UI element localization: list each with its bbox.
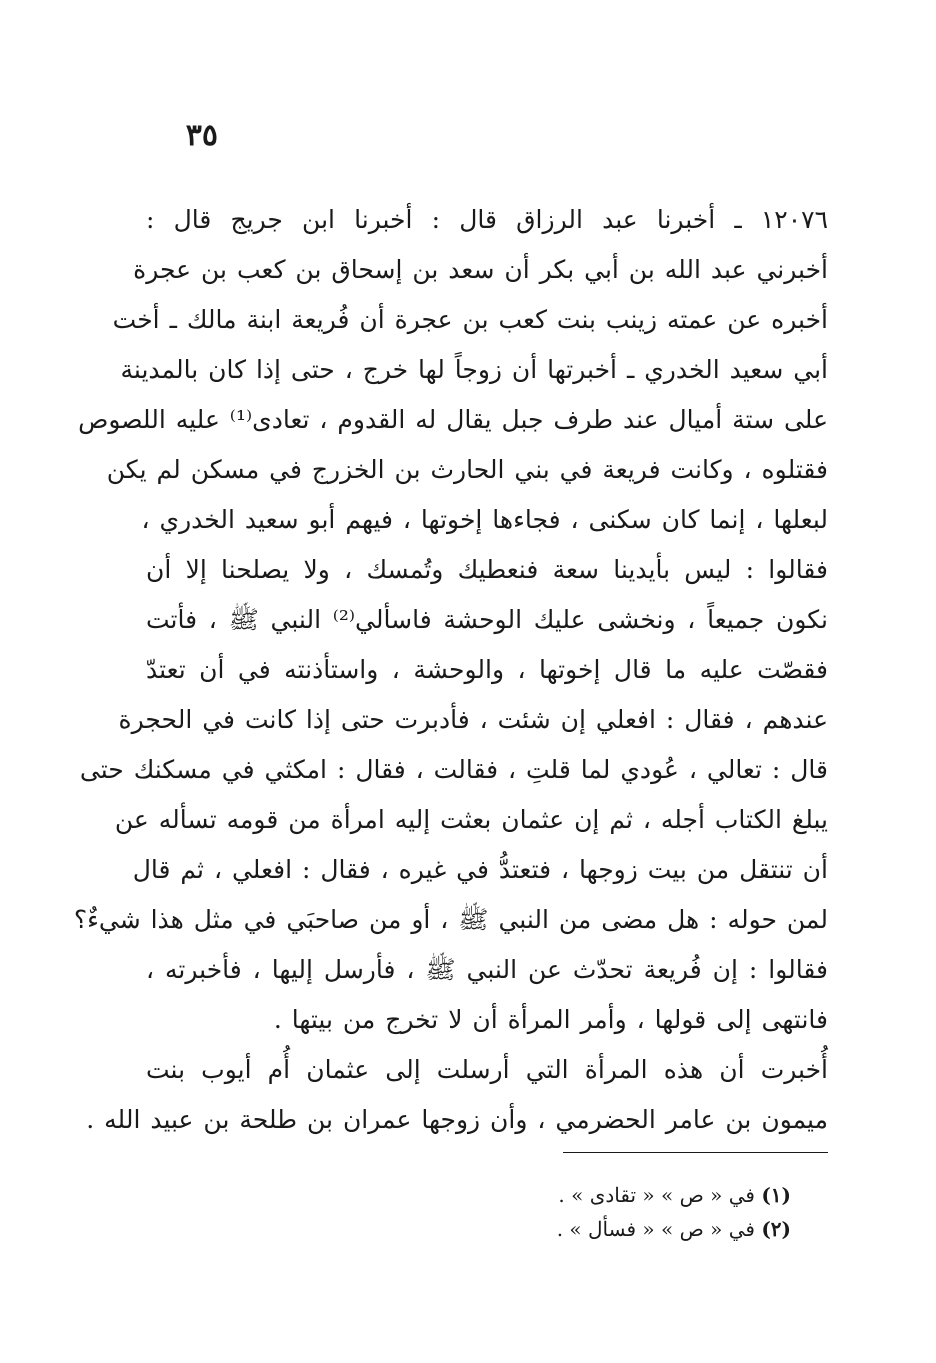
text-line: قال : تعالي ، عُودي لما قلتِ ، فقالت ، فقال : امكثي في مسكنك حتى xyxy=(79,755,828,784)
text-line: عندهم ، فقال : افعلي إن شئت ، فأدبرت حتى إذا كانت في الحجرة xyxy=(118,705,828,734)
footnote-divider xyxy=(563,1152,828,1153)
footnote-text: في « ص » « فسأل » . xyxy=(556,1217,755,1241)
text-line: أُخبرت أن هذه المرأة التي أرسلت إلى عثمان أُم أيوب بنت xyxy=(146,1055,828,1084)
text-line: على ستة أميال عند طرف جبل يقال له القدوم ، تعادى⁽¹⁾ عليه اللصوص xyxy=(78,405,828,434)
text-line: أبي سعيد الخدري ـ أخبرتها أن زوجاً لها خرج ، حتى إذا كان بالمدينة xyxy=(120,355,828,384)
text-line: أخبرني عبد الله بن أبي بكر أن سعد بن إسحاق بن كعب بن عجرة xyxy=(133,255,828,284)
footnote xyxy=(491,1212,791,1246)
text-line: ميمون بن عامر الحضرمي ، وأن زوجها عمران بن طلحة بن عبيد الله . xyxy=(86,1105,828,1134)
text-line: فقالوا : إن فُريعة تحدّث عن النبي ﷺ ، فأرسل إليها ، فأخبرته ، xyxy=(146,955,828,984)
text-line: فقالوا : ليس بأيدينا سعة فنعطيك وتُمسك ، ولا يصلحنا إلا أن xyxy=(146,555,828,584)
text-line: فقصّت عليه ما قال إخوتها ، والوحشة ، واستأذنته في أن تعتدّ xyxy=(146,655,828,684)
hadith-text-block xyxy=(73,195,828,1145)
text-line: أخبره عن عمته زينب بنت كعب بن عجرة أن فُريعة ابنة مالك ـ أخت xyxy=(112,305,828,334)
text-line: لبعلها ، إنما كان سكنى ، فجاءها إخوتها ، فيهم أبو سعيد الخدري ، xyxy=(141,505,828,534)
footnote-text: في « ص » « تقادى » . xyxy=(558,1183,755,1207)
text-line: لمن حوله : هل مضى من النبي ﷺ ، أو من صاحبَي في مثل هذا شيءٌ؟ xyxy=(73,905,828,934)
footnote xyxy=(491,1178,791,1212)
footnote-number: (٢) xyxy=(761,1217,791,1241)
text-line: أن تنتقل من بيت زوجها ، فتعتدُّ في غيره ، فقال : افعلي ، ثم قال xyxy=(132,855,828,884)
footnote-number: (١) xyxy=(761,1183,791,1207)
text-line: نكون جميعاً ، ونخشى عليك الوحشة فاسألي⁽²⁾ النبي ﷺ ، فأتت xyxy=(146,605,828,634)
text-line: فقتلوه ، وكانت فريعة في بني الحارث بن الخزرج في مسكن لم يكن xyxy=(106,455,828,484)
text-line: يبلغ الكتاب أجله ، ثم إن عثمان بعثت إليه امرأة من قومه تسأله عن xyxy=(114,805,828,834)
text-line: ١٢٠٧٦ ـ أخبرنا عبد الرزاق قال : أخبرنا ابن جريج قال : xyxy=(146,205,828,234)
page-number: ٣٥ xyxy=(185,118,218,153)
footnotes xyxy=(491,1178,791,1246)
text-line: فانتهى إلى قولها ، وأمر المرأة أن لا تخرج من بيتها . xyxy=(273,1005,828,1034)
